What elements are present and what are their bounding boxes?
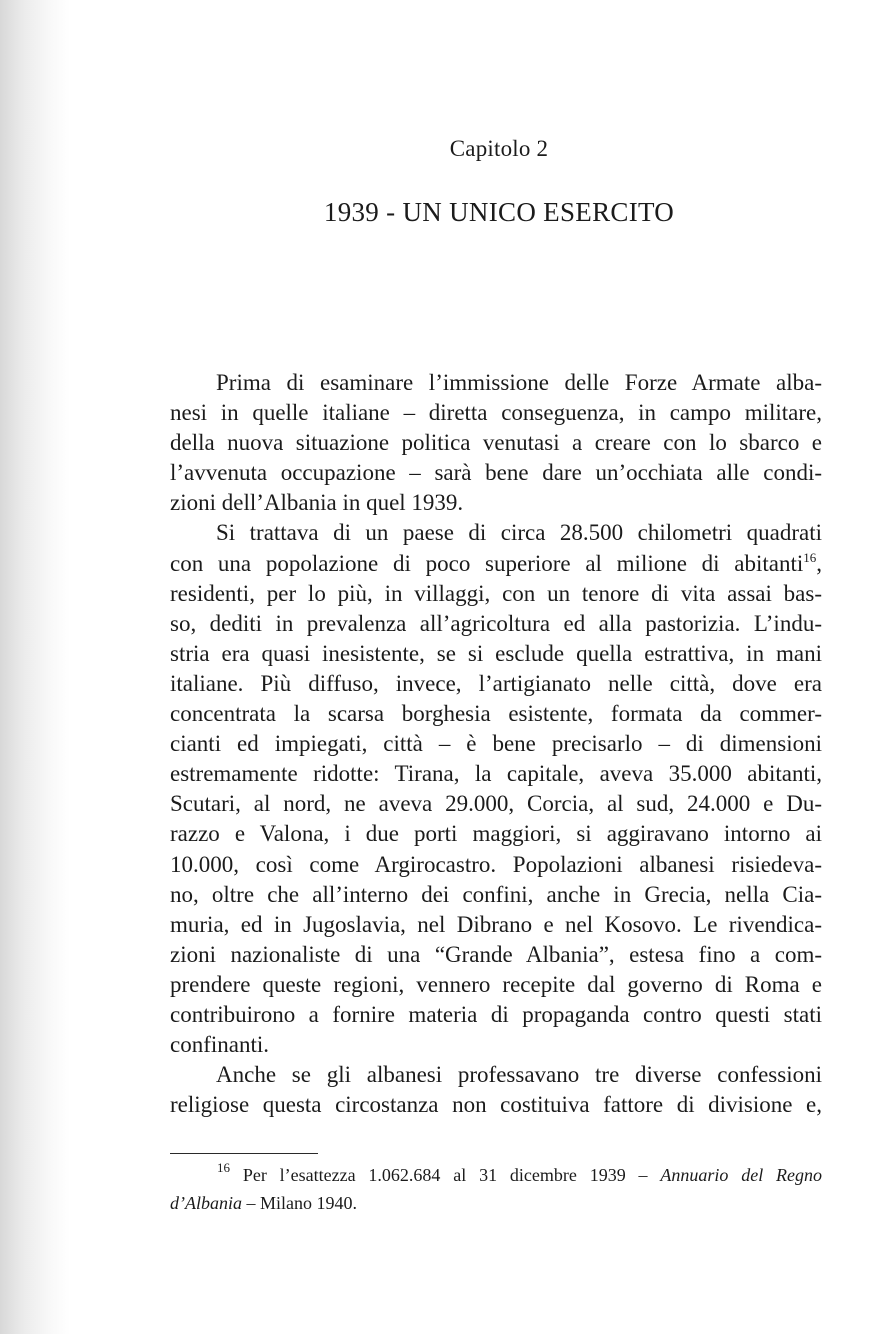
paragraph-2-line: confinanti. bbox=[170, 1032, 269, 1058]
footnote-source-title: Annuario del Regno bbox=[660, 1165, 823, 1185]
paragraph-2-line: 10.000, così come Argirocastro. Popolazioni albanesi risiedeva- bbox=[170, 851, 822, 877]
footnote-text: – Milano 1940. bbox=[246, 1193, 357, 1213]
footnote bbox=[170, 1161, 822, 1217]
paragraph-2-line-punct: , bbox=[816, 550, 822, 576]
paragraph-2-line: muria, ed in Jugoslavia, nel Dibrano e nel Kosovo. Le rivendica- bbox=[170, 911, 822, 937]
spine-shadow bbox=[0, 0, 70, 1334]
paragraph-2-line-with-ref bbox=[170, 549, 822, 579]
footnote-reference: 16 bbox=[803, 549, 817, 565]
paragraph-1-line: nesi in quelle italiane – diretta conseguenza, in campo militare, bbox=[170, 400, 822, 426]
paragraph-2-line: cianti ed impiegati, città – è bene precisarlo – di dimensioni bbox=[170, 731, 822, 757]
paragraph-2-line: zioni nazionaliste di una “Grande Albania”, estesa fino a com- bbox=[170, 941, 822, 967]
paragraph-2-line: contribuirono a fornire materia di propaganda contro questi stati bbox=[170, 1001, 822, 1027]
paragraph-2-line: razzo e Valona, i due porti maggiori, si aggiravano intorno ai bbox=[170, 821, 822, 847]
paragraph-2-line: italiane. Più diffuso, invece, l’artigianato nelle città, dove era bbox=[170, 670, 822, 696]
paragraph-1-line: Prima di esaminare l’immissione delle Forze Armate alba- bbox=[216, 370, 822, 395]
paragraph-2-line: residenti, per lo più, in villaggi, con un tenore di vita assai bas- bbox=[170, 580, 822, 606]
chapter-title: 1939 - UN UNICO ESERCITO bbox=[323, 197, 675, 227]
footnote-marker: 16 bbox=[217, 1160, 230, 1175]
paragraph-1-line: zioni dell’Albania in quel 1939. bbox=[170, 490, 464, 516]
footnote-separator bbox=[170, 1153, 318, 1154]
paragraph-3-line: religiose questa circostanza non costituiva fattore di divisione e, bbox=[170, 1092, 822, 1118]
footnote-line bbox=[170, 1161, 822, 1189]
body-text bbox=[170, 368, 822, 1120]
paragraph-2-line: estremamente ridotte: Tirana, la capitale, aveva 35.000 abitanti, bbox=[170, 761, 822, 787]
paragraph-2-line: stria era quasi inesistente, se si esclude quella estrattiva, in mani bbox=[170, 640, 822, 666]
paragraph-1-line: l’avvenuta occupazione – sarà bene dare un’occhiata alle condi- bbox=[170, 460, 822, 486]
paragraph-2-line: prendere queste regioni, vennero recepite dal governo di Roma e bbox=[170, 971, 822, 997]
paragraph-2-line: Scutari, al nord, ne aveva 29.000, Corcia, al sud, 24.000 e Du- bbox=[170, 791, 822, 817]
paragraph-3-line: Anche se gli albanesi professavano tre diverse confessioni bbox=[216, 1062, 822, 1088]
paragraph-2-line: concentrata la scarsa borghesia esistente, formata da commer- bbox=[170, 701, 822, 727]
footnote-line bbox=[170, 1189, 822, 1217]
paragraph-2-line-text: con una popolazione di poco superiore al milione di abitanti bbox=[170, 550, 804, 576]
paragraph-2-line: no, oltre che all’interno dei confini, anche in Grecia, nella Cia- bbox=[170, 881, 822, 907]
footnote-text: Per l’esattezza 1.062.684 al 31 dicembre 1939 – bbox=[242, 1165, 648, 1185]
chapter-label: Capitolo 2 bbox=[449, 136, 549, 161]
paragraph-2-line: so, dediti in prevalenza all’agricoltura ed alla pastorizia. L’indu- bbox=[170, 610, 822, 636]
footnote-source-title: d’Albania bbox=[170, 1193, 242, 1213]
paragraph-1-line: della nuova situazione politica venutasi a creare con lo sbarco e bbox=[170, 430, 822, 456]
paragraph-2-line: Si trattava di un paese di circa 28.500 chilometri quadrati bbox=[216, 520, 822, 546]
